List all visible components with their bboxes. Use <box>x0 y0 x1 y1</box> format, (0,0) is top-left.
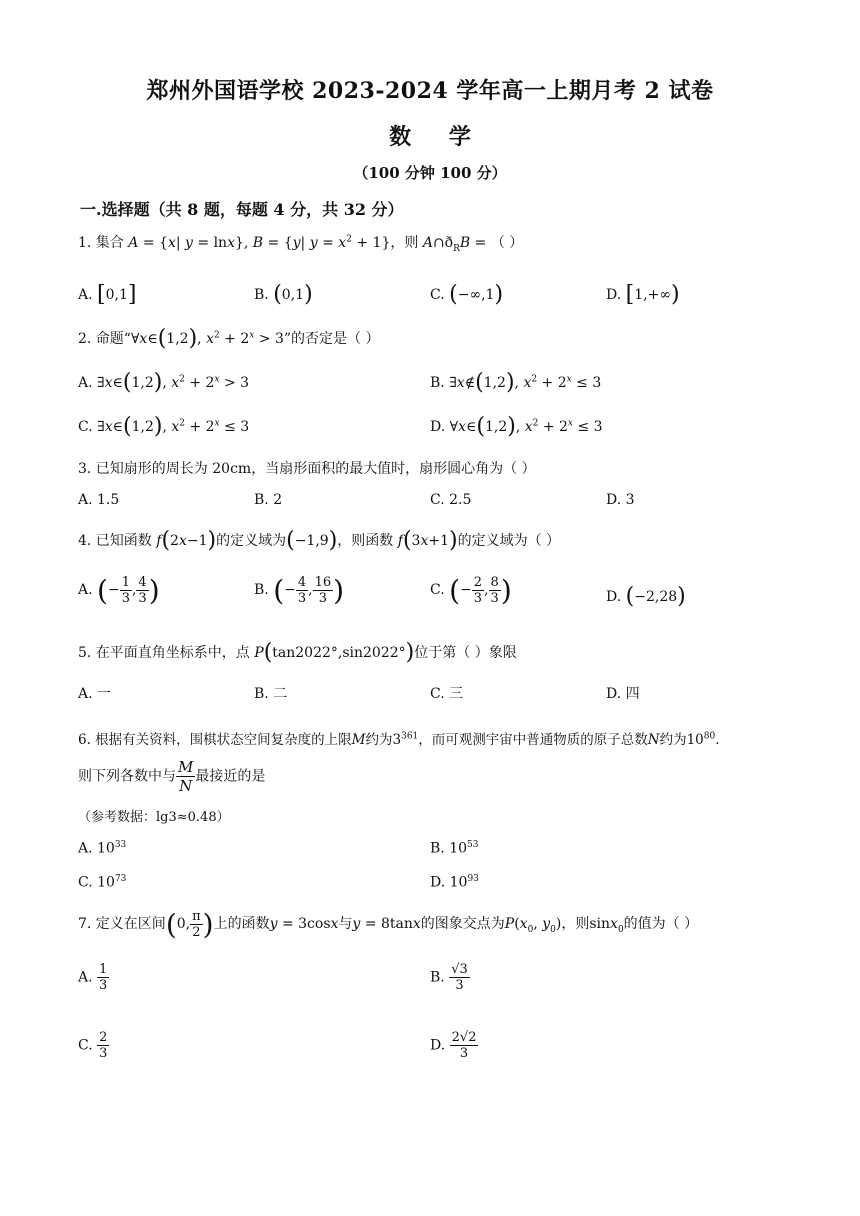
q2-option-a[interactable]: A. ∃x∈(1,2), $x^2 + 2^x > 3$ <box>78 370 250 395</box>
q1-option-d[interactable]: D. [1,+∞) <box>606 282 680 307</box>
exam-meta: （100 分钟 100 分） <box>353 164 507 182</box>
q3-option-d[interactable]: D. 3 <box>606 492 635 508</box>
q1-option-a[interactable]: A. [0,1] <box>78 282 137 307</box>
q1-suffix: ，则 <box>390 235 419 251</box>
q1-option-b[interactable]: B. (0,1) <box>254 282 313 307</box>
q4-option-b[interactable]: B. (− $\frac{4}{3}$ , $\frac{16}{3}$ ) <box>254 574 345 607</box>
q6-option-a[interactable]: A. $10^{33}$ <box>78 840 127 857</box>
q6-option-c[interactable]: C. $10^{73}$ <box>78 874 127 891</box>
section-heading: 一.选择题（共 8 题，每题 4 分，共 32 分） <box>80 200 404 219</box>
exam-title: 郑州外国语学校 2023-2024 学年高一上期月考 2 试卷 <box>146 78 714 104</box>
q4-option-c[interactable]: C. (− $\frac{2}{3}$ , $\frac{8}{3}$ ) <box>430 574 512 607</box>
q7-option-b[interactable]: B. $\frac{√3}{3}$ <box>430 962 468 993</box>
q5-option-a[interactable]: A. 一 <box>78 686 112 702</box>
q6-option-b[interactable]: B. $10^{53}$ <box>430 840 479 857</box>
question-6-line-2: 则下列各数中与 $\frac{M}{N}$ 最接近的是 <box>78 758 266 795</box>
q1-option-c[interactable]: C. (−∞,1) <box>430 282 504 307</box>
question-4: 4. 已知函数 f(2x−1)的定义域为(−1,9)，则函数 f(3x+1)的定义域为（ ） <box>78 528 561 553</box>
q7-option-c[interactable]: C. $\frac{2}{3}$ <box>78 1030 108 1061</box>
q5-option-b[interactable]: B. 二 <box>254 686 288 702</box>
q2-option-b[interactable]: B. ∃x∉(1,2), $x^2 + 2^x \le 3$ <box>430 370 602 395</box>
q3-option-a[interactable]: A. 1.5 <box>78 492 120 508</box>
q2-option-c[interactable]: C. ∃x∈(1,2), $x^2 + 2^x \le 3$ <box>78 414 250 439</box>
question-6-line-1: 6. 根据有关资料，围棋状态空间复杂度的上限M约为$3^{361}$，而可观测宇宙中普通物质的原子总数N约为$10^{80}$. <box>78 731 720 748</box>
q1-prefix: 1. 集合 <box>78 235 124 251</box>
question-3: 3. 已知扇形的周长为 20cm，当扇形面积的最大值时，扇形圆心角为（ ） <box>78 461 536 477</box>
question-5: 5. 在平面直角坐标系中，点 P(tan2022°,sin2022°)位于第（ ）象限 <box>78 640 517 665</box>
question-7: 7. 定义在区间(0, $\frac{\pi}{2}$ )上的函数y = 3cosx与y = 8tanx的图象交点为$P(x_0$, $y_0$)，则sinx$_0$的值为（ ） <box>78 908 699 941</box>
q4-option-a[interactable]: A. (− $\frac{1}{3}$ , $\frac{4}{3}$ ) <box>78 574 160 607</box>
q7-option-d[interactable]: D. $\frac{2√2}{3}$ <box>430 1030 477 1061</box>
q6-reference: （参考数据：lg3≈0.48） <box>78 810 230 825</box>
q1-set-expr: A <box>128 235 139 251</box>
q7-option-a[interactable]: A. $\frac{1}{3}$ <box>78 962 108 993</box>
q5-option-c[interactable]: C. 三 <box>430 686 464 702</box>
q2-option-d[interactable]: D. ∀x∈(1,2), $x^2 + 2^x \le 3$ <box>430 414 603 439</box>
subject-title: 数 学 <box>389 124 471 150</box>
q5-option-d[interactable]: D. 四 <box>606 686 640 702</box>
question-1: 1. 集合 A = {x| y = lnx}, B = {y| $y = x^2 + 1$}，则 $A\cap ð_RB$ = （ ） <box>78 234 524 254</box>
question-2: 2. 命题“∀x∈(1,2), $x^2 + 2^x > 3$”的否定是（ ） <box>78 326 380 351</box>
q6-option-d[interactable]: D. $10^{93}$ <box>430 874 479 891</box>
q3-option-c[interactable]: C. 2.5 <box>430 492 472 508</box>
q1-blank: （ ） <box>490 235 524 251</box>
q3-option-b[interactable]: B. 2 <box>254 492 283 508</box>
q4-option-d[interactable]: D. (−2,28) <box>606 584 686 609</box>
